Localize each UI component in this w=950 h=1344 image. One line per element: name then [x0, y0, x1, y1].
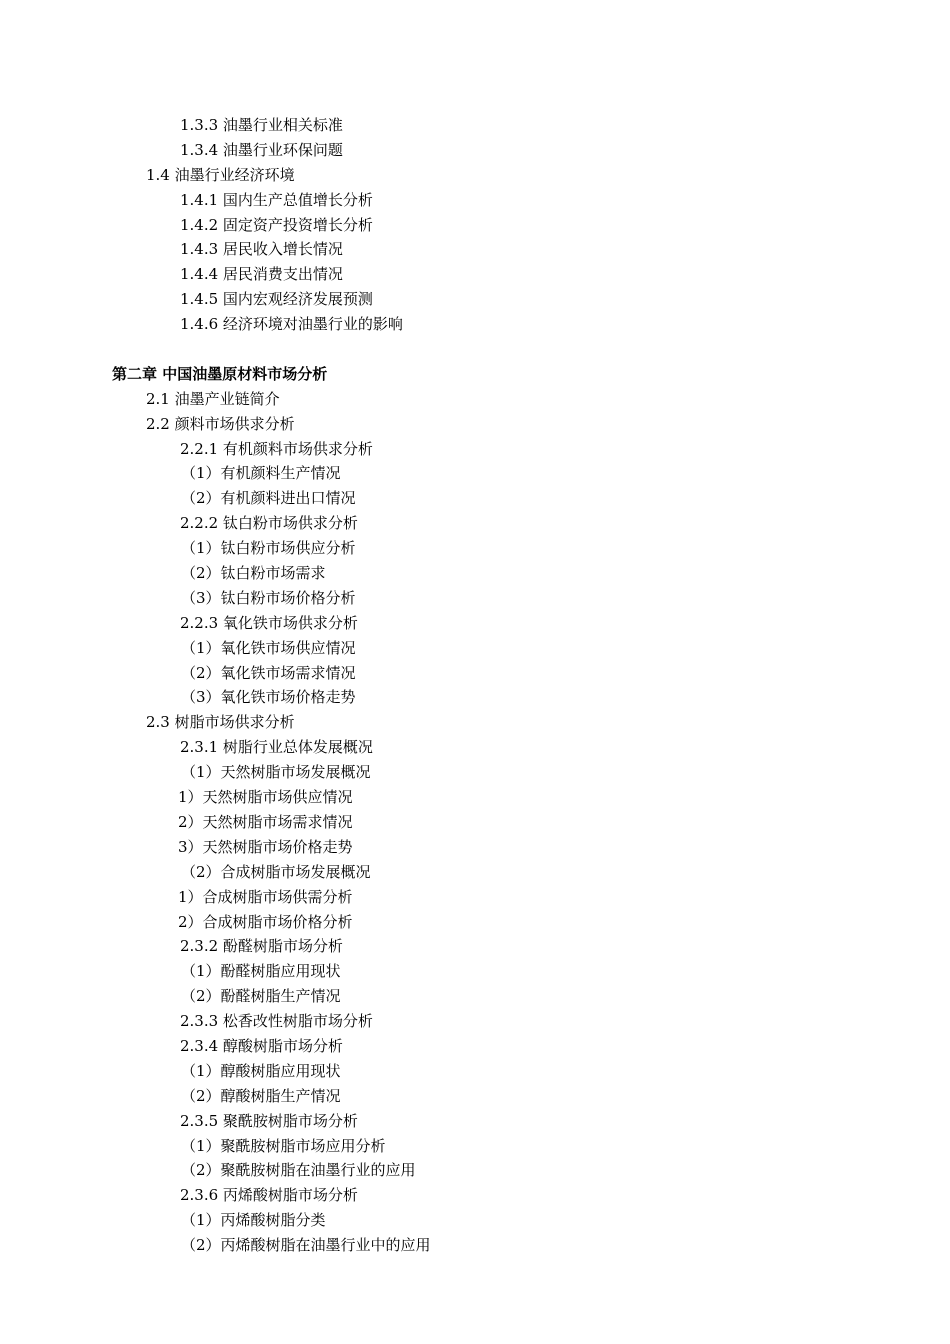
- toc-entry: （3）氧化铁市场价格走势: [181, 688, 356, 707]
- toc-entry: 1.4 油墨行业经济环境: [146, 165, 295, 184]
- toc-entry: （2）丙烯酸树脂在油墨行业中的应用: [181, 1236, 431, 1255]
- toc-entry: （1）钛白粉市场供应分析: [181, 539, 356, 558]
- toc-entry: （1）丙烯酸树脂分类: [181, 1211, 326, 1230]
- toc-entry: （1）氧化铁市场供应情况: [181, 638, 356, 657]
- toc-entry: 2.2.3 氧化铁市场供求分析: [180, 613, 358, 632]
- toc-spacer: [0, 337, 950, 362]
- toc-entry: （2）氧化铁市场需求情况: [181, 663, 356, 682]
- toc-entry: 1.4.5 国内宏观经济发展预测: [180, 290, 373, 309]
- toc-entry: （3）钛白粉市场价格分析: [181, 588, 356, 607]
- toc-entry: （1）聚酰胺树脂市场应用分析: [181, 1136, 386, 1155]
- toc-entry: 2.3.1 树脂行业总体发展概况: [180, 738, 373, 757]
- toc-entry: （2）有机颜料进出口情况: [181, 489, 356, 508]
- toc-entry: 2.3.5 聚酰胺树脂市场分析: [180, 1111, 358, 1130]
- toc-entry: 1.4.2 固定资产投资增长分析: [180, 215, 373, 234]
- toc-entry: 2）天然树脂市场需求情况: [178, 812, 353, 831]
- toc-entry: 2.2.2 钛白粉市场供求分析: [180, 514, 358, 533]
- toc-entry: 2）合成树脂市场价格分析: [178, 912, 353, 931]
- table-of-contents: [0, 113, 950, 1258]
- toc-entry: 1.4.3 居民收入增长情况: [180, 240, 343, 259]
- toc-entry: 1.4.1 国内生产总值增长分析: [180, 190, 373, 209]
- toc-entry: 2.3.3 松香改性树脂市场分析: [180, 1012, 373, 1031]
- toc-chapter-heading: 第二章 中国油墨原材料市场分析: [112, 364, 328, 383]
- toc-entry: 2.3.6 丙烯酸树脂市场分析: [180, 1186, 358, 1205]
- toc-entry: （2）钛白粉市场需求: [181, 564, 326, 583]
- toc-entry: 1.4.6 经济环境对油墨行业的影响: [180, 315, 403, 334]
- toc-entry: 1.3.3 油墨行业相关标准: [180, 116, 343, 134]
- toc-entry: （1）有机颜料生产情况: [181, 464, 341, 483]
- toc-entry: 2.1 油墨产业链简介: [146, 389, 280, 408]
- toc-entry: 1）合成树脂市场供需分析: [178, 887, 353, 906]
- toc-entry: （2）聚酰胺树脂在油墨行业的应用: [181, 1161, 416, 1180]
- toc-entry: （1）醇酸树脂应用现状: [181, 1061, 341, 1080]
- toc-entry: 1.4.4 居民消费支出情况: [180, 265, 343, 284]
- toc-entry: 2.3 树脂市场供求分析: [146, 713, 295, 732]
- toc-entry: 2.2.1 有机颜料市场供求分析: [180, 439, 373, 458]
- toc-entry: （1）天然树脂市场发展概况: [181, 763, 371, 782]
- toc-entry: 2.3.4 醇酸树脂市场分析: [180, 1036, 343, 1055]
- toc-entry: 2.3.2 酚醛树脂市场分析: [180, 937, 343, 956]
- toc-entry: （2）醇酸树脂生产情况: [181, 1086, 341, 1105]
- toc-entry: 2.2 颜料市场供求分析: [146, 414, 295, 433]
- toc-entry: 3）天然树脂市场价格走势: [178, 837, 353, 856]
- toc-entry: （1）酚醛树脂应用现状: [181, 962, 341, 981]
- toc-entry: 1）天然树脂市场供应情况: [178, 788, 353, 807]
- toc-entry: （2）酚醛树脂生产情况: [181, 987, 341, 1006]
- toc-entry: （2）合成树脂市场发展概况: [181, 862, 371, 881]
- toc-entry: 1.3.4 油墨行业环保问题: [180, 140, 343, 159]
